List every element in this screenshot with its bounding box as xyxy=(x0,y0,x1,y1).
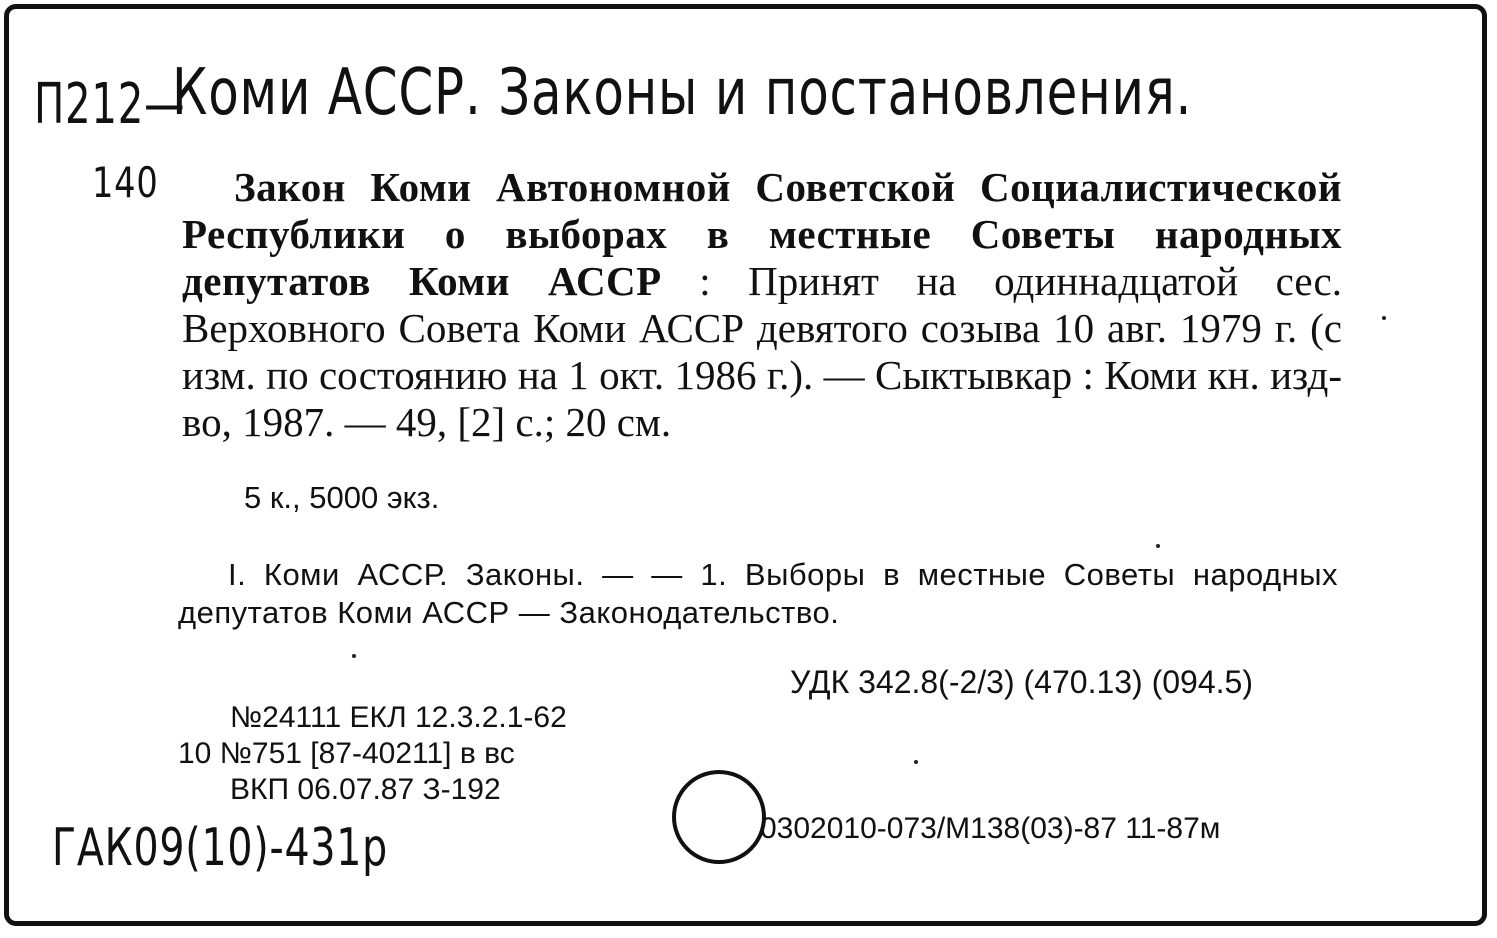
entry-details: : Принят на одиннадцатой сес. Верховного Совета Коми АССР девятого созыва 10 авг. 1979 г. (с изм. по состоянию на 1 окт. 1986 г.). — Сыктывкар : Коми кн. изд-во, 1987. — 49, [2] с.; 20 см. xyxy=(182,258,1342,445)
registry-codes xyxy=(178,700,567,808)
registry-code-line-3: ВКП 06.07.87 З-192 xyxy=(230,773,501,806)
udc-classification: УДК 342.8(-2/3) (470.13) (094.5) xyxy=(790,664,1253,700)
registry-code-line-1: №24111 ЕКЛ 12.3.2.1-62 xyxy=(230,701,567,734)
handwritten-archive-code: ГАК09(10)-431р xyxy=(52,818,389,878)
ink-speck xyxy=(352,654,356,658)
bibliographic-entry xyxy=(182,164,1342,446)
ink-speck xyxy=(1382,316,1386,320)
handwritten-call-number: П212— xyxy=(34,72,186,137)
registry-code-line-2: 10 №751 [87-40211] в вс xyxy=(178,737,515,770)
price-and-print-run: 5 к., 5000 экз. xyxy=(244,480,440,515)
entry-title: Закон Коми Автономной Советской Социалистической Республики о выборах в местные Советы народных депутатов Коми АССР xyxy=(182,164,1342,304)
hand-drawn-circle xyxy=(672,770,766,864)
ink-speck xyxy=(914,760,918,764)
subject-headings: I. Коми АССР. Законы. — — 1. Выборы в местные Советы народных депутатов Коми АССР — Законодательство. xyxy=(178,557,1338,630)
ink-speck xyxy=(1156,544,1160,548)
handwritten-heading: Коми АССР. Законы и постановления. xyxy=(172,56,1193,130)
imprint-code: 0302010-073/М138(03)-87 11-87м xyxy=(760,812,1221,845)
handwritten-card-number: 140 xyxy=(92,158,159,207)
